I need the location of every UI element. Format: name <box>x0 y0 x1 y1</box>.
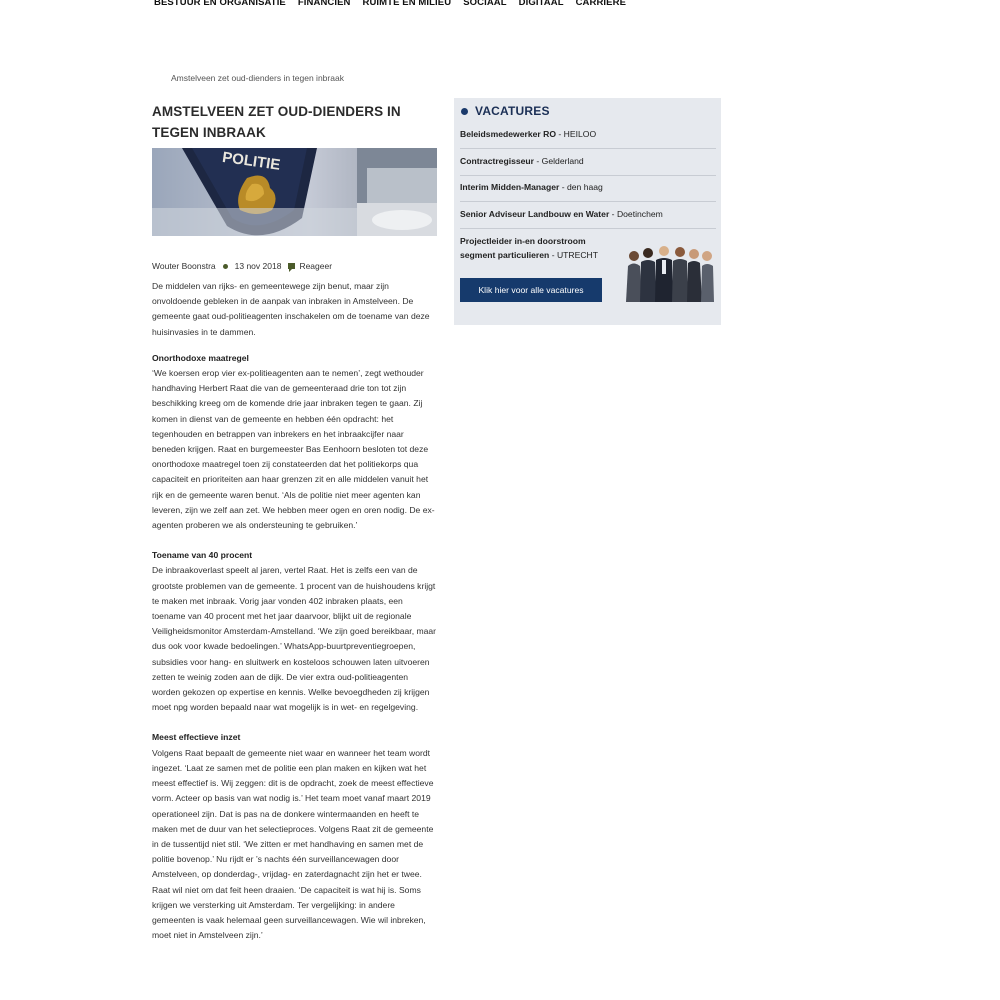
bullet-icon <box>461 108 468 115</box>
job-location: Doetinchem <box>616 209 663 219</box>
vacatures-title: VACATURES <box>475 104 550 118</box>
top-navigation <box>154 0 626 8</box>
separator-dot-icon <box>223 264 228 269</box>
job-location: den haag <box>566 182 603 192</box>
job-item[interactable]: Projectleider in-en doorstroom segment particulieren - UTRECHT <box>460 236 599 260</box>
section-heading: Toename van 40 procent <box>152 550 253 561</box>
section-heading: Onorthodoxe maatregel <box>152 352 249 363</box>
comment-label: Reageer <box>299 261 333 271</box>
nav-carriere[interactable]: CARRIERE <box>575 0 627 8</box>
all-vacatures-button[interactable]: Klik hier voor alle vacatures <box>460 278 602 302</box>
divider <box>460 175 716 176</box>
nav-sociaal[interactable]: SOCIAAL <box>463 0 507 8</box>
job-item[interactable]: Senior Adviseur Landbouw en Water - Doetinchem <box>460 209 663 219</box>
nav-bestuur[interactable]: BESTUUR EN ORGANISATIE <box>154 0 286 8</box>
article-section <box>152 548 437 715</box>
divider <box>460 148 716 149</box>
article-title: AMSTELVEEN ZET OUD-DIENDERS IN TEGEN INBRAAK <box>152 104 401 140</box>
job-item[interactable]: Contractregisseur - Gelderland <box>460 156 584 166</box>
article-date: 13 nov 2018 <box>234 261 282 271</box>
article-lead: De middelen van rijks- en gemeentewege zijn benut, maar zijn onvoldoende gebleken in de aanpak van inbraken in Amstelveen. De gemeente gaat oud-politieagenten inschakelen om de toename van deze huisinvasies in te dammen. <box>152 281 430 337</box>
job-title: Projectleider in-en doorstroom segment particulieren <box>460 236 586 260</box>
job-location: HEILOO <box>563 129 597 139</box>
article-section <box>152 351 437 533</box>
svg-text:POLITIE: POLITIE <box>221 148 282 174</box>
divider <box>460 228 716 229</box>
comment-link[interactable] <box>288 261 332 271</box>
vacatures-header <box>461 104 550 118</box>
nav-ruimte-milieu[interactable]: RUIMTE EN MILIEU <box>362 0 452 8</box>
nav-financien[interactable]: FINANCIEN <box>297 0 351 8</box>
section-heading: Meest effectieve inzet <box>152 732 241 743</box>
job-item[interactable]: Interim Midden-Manager - den haag <box>460 182 603 192</box>
vacatures-panel <box>454 98 721 325</box>
job-title: Senior Adviseur Landbouw en Water <box>460 209 610 219</box>
nav-digitaal[interactable]: DIGITAAL <box>518 0 564 8</box>
article-author[interactable]: Wouter Boonstra <box>152 261 216 271</box>
breadcrumb[interactable]: Amstelveen zet oud-dienders in tegen inbraak <box>171 73 344 83</box>
article-section <box>152 730 437 943</box>
section-text: De inbraakoverlast speelt al jaren, vertel Raat. Het is zelfs een van de grootste problemen van de gemeente. 1 procent van de huishoudens krijgt te maken met inbraak. Vorig jaar vonden 402 inbraken plaats, een toename van 40 procent met het jaar daarvoor, blijkt uit de regionale Veiligheidsmonitor Amsterdam-Amstelland. ‘We zijn goed bereikbaar, maar dus ook voor kwade bedoelingen.’ WhatsApp-buurtpreventiegroepen, subsidies voor hang- en sluitwerk en kosteloos schouwen laten uitvoeren zetten te weinig zoden aan de dijk. De vier extra oud-politieagenten worden gekozen op expertise en kennis. Welke bevoegdheden zij krijgen moet npg worden bepaald naar wat mogelijk is in wet- en regelgeving. <box>152 565 437 713</box>
job-item[interactable]: Beleidsmedewerker RO - HEILOO <box>460 129 597 139</box>
people-group-image <box>622 244 716 304</box>
police-emblem-image <box>152 148 437 236</box>
job-title: Beleidsmedewerker RO <box>460 129 557 139</box>
job-title: Interim Midden-Manager <box>460 182 560 192</box>
section-text: Volgens Raat bepaalt de gemeente niet waar en wanneer het team wordt ingezet. ‘Laat ze samen met de politie een plan maken en kijken wat het meest effectief is. Wij zeggen: dit is de opdracht, zoek de meest effectieve vorm. Acteer op basis van wat nodig is.’ Het team moet vanaf maart 2019 operationeel zijn. Dat is pas na de donkere wintermaanden en heeft te maken met de duur van het selectieproces. Volgens Raat zit de gemeente in de tussentijd niet stil. ‘We zitten er met handhaving en samen met de politie bovenop.’ Nu rijdt er ’s nachts één surveillancewagen door Amstelveen, op donderdag-, vrijdag- en zaterdagnacht zijn het er twee. Raat wil niet om dat feit heen draaien. ‘De capaciteit is wat hij is. Soms krijgen we versterking uit Amsterdam. Ter vergelijking: in andere gemeenten is vaak helemaal geen surveillancewagen. Wie wil inbreken, moet niet in Amstelveen zijn.’ <box>152 747 434 941</box>
article <box>152 101 437 943</box>
section-text: ‘We koersen erop vier ex-politieagenten aan te nemen’, zegt wethouder handhaving Herbert Raat die van de gemeenteraad drie ton tot zijn beschikking kreeg om de komende drie jaar inbraken tegen te gaan. Zij komen in dienst van de gemeente en hebben één opdracht: het tegenhouden en betrappen van inbrekers en het inbraakcijfer naar beneden krijgen. Raat en burgemeester Bas Eenhoorn besloten tot deze onorthodoxe maatregel toen zij constateerden dat het politiekorps qua capaciteit en prioriteiten aan haar grenzen zit en alle middelen vanuit het rijk en de gemeente waren benut. ‘Als de politie niet meer agenten kan leveren, zijn we zelf aan zet. We hebben meer ogen en oren nodig. De ex-agenten proberen we als ondersteuning te gebruiken.’ <box>152 368 435 531</box>
divider <box>460 201 716 202</box>
job-location: Gelderland <box>541 156 584 166</box>
job-location: UTRECHT <box>556 249 599 260</box>
comment-icon <box>288 263 295 269</box>
job-title: Contractregisseur <box>460 156 535 166</box>
article-meta <box>152 261 437 271</box>
article-hero-image <box>152 148 437 236</box>
